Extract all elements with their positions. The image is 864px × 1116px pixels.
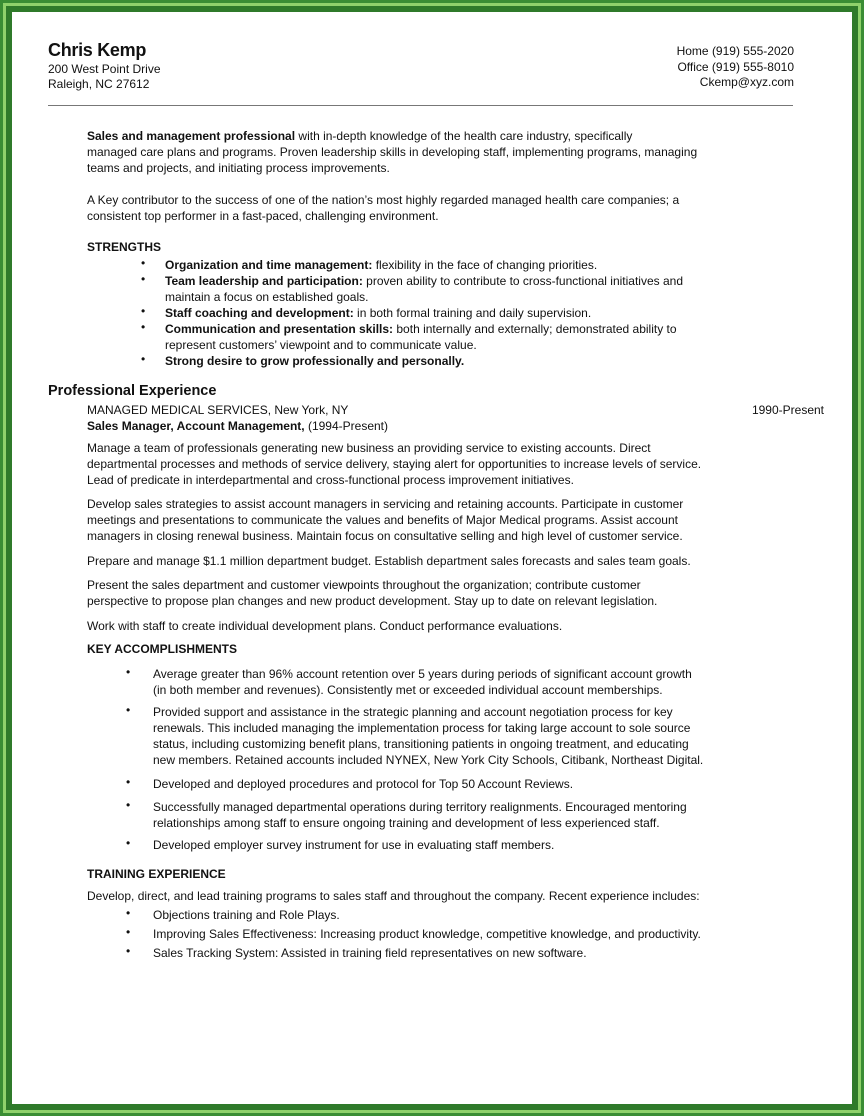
paragraph-line: Work with staff to create individual development plans. Conduct performance evaluations. bbox=[87, 619, 563, 633]
address-line-2: Raleigh, NC 27612 bbox=[48, 77, 150, 91]
training-item: Improving Sales Effectiveness: Increasing product knowledge, competitive knowledge, and productivity. bbox=[153, 927, 701, 941]
paragraph-line: managers in closing renewal business. Maintain focus on consultative selling and high level of customer service. bbox=[87, 529, 683, 543]
paragraph-line: meetings and presentations to communicate the values and benefits of Major Medical programs. Assist account bbox=[87, 513, 678, 527]
strength-title: Staff coaching and development: bbox=[165, 306, 354, 320]
bullet-icon: • bbox=[141, 320, 146, 334]
bullet-icon: • bbox=[141, 352, 146, 366]
job-title bbox=[87, 419, 388, 434]
bullet-icon: • bbox=[126, 665, 131, 679]
training-intro: Develop, direct, and lead training programs to sales staff and throughout the company. Recent experience includes: bbox=[87, 889, 700, 903]
experience-paragraph bbox=[87, 618, 562, 634]
strength-title: Communication and presentation skills: bbox=[165, 322, 394, 336]
strength-item bbox=[165, 321, 677, 353]
bullet-icon: • bbox=[126, 906, 131, 920]
page-frame bbox=[3, 3, 861, 1113]
bullet-icon: • bbox=[126, 703, 131, 717]
experience-paragraph bbox=[87, 577, 657, 609]
accomplishment-line: status, including customizing benefit plans, transitioning patients in ongoing treatment, and educating bbox=[153, 737, 689, 751]
summary-paragraph-1 bbox=[87, 128, 697, 176]
job-title-dates: (1994-Present) bbox=[304, 419, 388, 433]
strength-item bbox=[165, 257, 597, 273]
summary-line: A Key contributor to the success of one of the nation’s most highly regarded managed health care companies; a bbox=[87, 193, 680, 207]
office-phone: Office (919) 555-8010 bbox=[677, 60, 794, 74]
address-line-1: 200 West Point Drive bbox=[48, 62, 161, 76]
summary-bold: Sales and management professional bbox=[87, 129, 296, 143]
strength-text: both internally and externally; demonstrated ability to bbox=[393, 322, 677, 336]
paragraph-line: Prepare and manage $1.1 million department budget. Establish department sales forecasts and sales team goals. bbox=[87, 554, 691, 568]
paragraph-line: departmental processes and methods of service delivery, staying alert for opportunities to increase levels of service. bbox=[87, 457, 702, 471]
bullet-icon: • bbox=[126, 944, 131, 958]
accomplishment-item bbox=[153, 837, 554, 853]
experience-paragraph bbox=[87, 496, 683, 544]
accomplishment-item bbox=[153, 704, 703, 768]
email: Ckemp@xyz.com bbox=[699, 75, 794, 89]
accomplishments-heading: KEY ACCOMPLISHMENTS bbox=[87, 642, 238, 656]
home-phone: Home (919) 555-2020 bbox=[676, 44, 794, 58]
summary-paragraph-2 bbox=[87, 192, 679, 224]
bullet-icon: • bbox=[141, 256, 146, 270]
strength-title: Organization and time management: bbox=[165, 258, 373, 272]
resume-page bbox=[12, 12, 852, 1104]
strength-item bbox=[165, 273, 683, 305]
job-title-bold: Sales Manager, Account Management, bbox=[87, 419, 305, 433]
candidate-name: Chris Kemp bbox=[48, 40, 147, 60]
strength-title: Strong desire to grow professionally and personally. bbox=[165, 354, 465, 368]
bullet-icon: • bbox=[126, 775, 131, 789]
summary-text: with in-depth knowledge of the health care industry, specifically bbox=[295, 129, 633, 143]
bullet-icon: • bbox=[141, 304, 146, 318]
accomplishment-line: (in both member and revenues). Consistently met or exceeded individual account memberships. bbox=[153, 683, 663, 697]
accomplishment-item bbox=[153, 799, 687, 831]
accomplishment-line: Average greater than 96% account retention over 5 years during periods of significant account growth bbox=[153, 667, 692, 681]
strength-item bbox=[165, 353, 464, 369]
strength-continuation: maintain a focus on established goals. bbox=[165, 290, 369, 304]
strength-text: proven ability to contribute to cross-functional initiatives and bbox=[362, 274, 683, 288]
accomplishment-item bbox=[153, 776, 573, 792]
paragraph-line: Lead of predicate in interdepartmental and cross-functional process improvement initiatives. bbox=[87, 473, 574, 487]
bullet-icon: • bbox=[126, 925, 131, 939]
summary-line: consistent top performer in a fast-paced, challenging environment. bbox=[87, 209, 439, 223]
accomplishment-line: relationships among staff to ensure ongoing training and development of less experienced staff. bbox=[153, 816, 660, 830]
accomplishment-line: new members. Retained accounts included NYNEX, New York City Schools, Citibank, Northeast Digital. bbox=[153, 753, 704, 767]
accomplishment-line: Developed employer survey instrument for use in evaluating staff members. bbox=[153, 838, 555, 852]
experience-heading: Professional Experience bbox=[48, 383, 217, 399]
strength-text: flexibility in the face of changing priorities. bbox=[372, 258, 598, 272]
accomplishment-line: renewals. This included managing the implementation process for taking large account to sole source bbox=[153, 721, 691, 735]
experience-paragraph bbox=[87, 553, 691, 569]
strength-item bbox=[165, 305, 591, 321]
bullet-icon: • bbox=[126, 798, 131, 812]
paragraph-line: perspective to propose plan changes and new product development. Stay up to date on relevant legislation. bbox=[87, 594, 658, 608]
strength-text: in both formal training and daily supervision. bbox=[353, 306, 592, 320]
strength-title: Team leadership and participation: bbox=[165, 274, 363, 288]
strengths-heading: STRENGTHS bbox=[87, 240, 162, 254]
summary-line: managed care plans and programs. Proven leadership skills in developing staff, implementing programs, managing bbox=[87, 145, 698, 159]
bullet-icon: • bbox=[141, 272, 146, 286]
strength-continuation: represent customers’ viewpoint and to communicate value. bbox=[165, 338, 477, 352]
training-item: Sales Tracking System: Assisted in training field representatives on new software. bbox=[153, 946, 587, 960]
accomplishment-line: Provided support and assistance in the strategic planning and account negotiation process for key bbox=[153, 705, 673, 719]
accomplishment-line: Developed and deployed procedures and protocol for Top 50 Account Reviews. bbox=[153, 777, 574, 791]
experience-paragraph bbox=[87, 440, 701, 488]
header-divider bbox=[48, 105, 793, 106]
training-item: Objections training and Role Plays. bbox=[153, 908, 340, 922]
training-heading: TRAINING EXPERIENCE bbox=[87, 867, 226, 881]
company-dates: 1990-Present bbox=[751, 403, 824, 417]
paragraph-line: Manage a team of professionals generating new business an providing service to existing accounts. Direct bbox=[87, 441, 651, 455]
company-name: MANAGED MEDICAL SERVICES, New York, NY bbox=[87, 403, 349, 417]
paragraph-line: Develop sales strategies to assist account managers in servicing and retaining accounts. Participate in customer bbox=[87, 497, 684, 511]
paragraph-line: Present the sales department and customer viewpoints throughout the organization; contribute customer bbox=[87, 578, 641, 592]
accomplishment-item bbox=[153, 666, 692, 698]
summary-line: teams and projects, and initiating process improvements. bbox=[87, 161, 390, 175]
bullet-icon: • bbox=[126, 836, 131, 850]
accomplishment-line: Successfully managed departmental operations during territory realignments. Encouraged mentoring bbox=[153, 800, 687, 814]
